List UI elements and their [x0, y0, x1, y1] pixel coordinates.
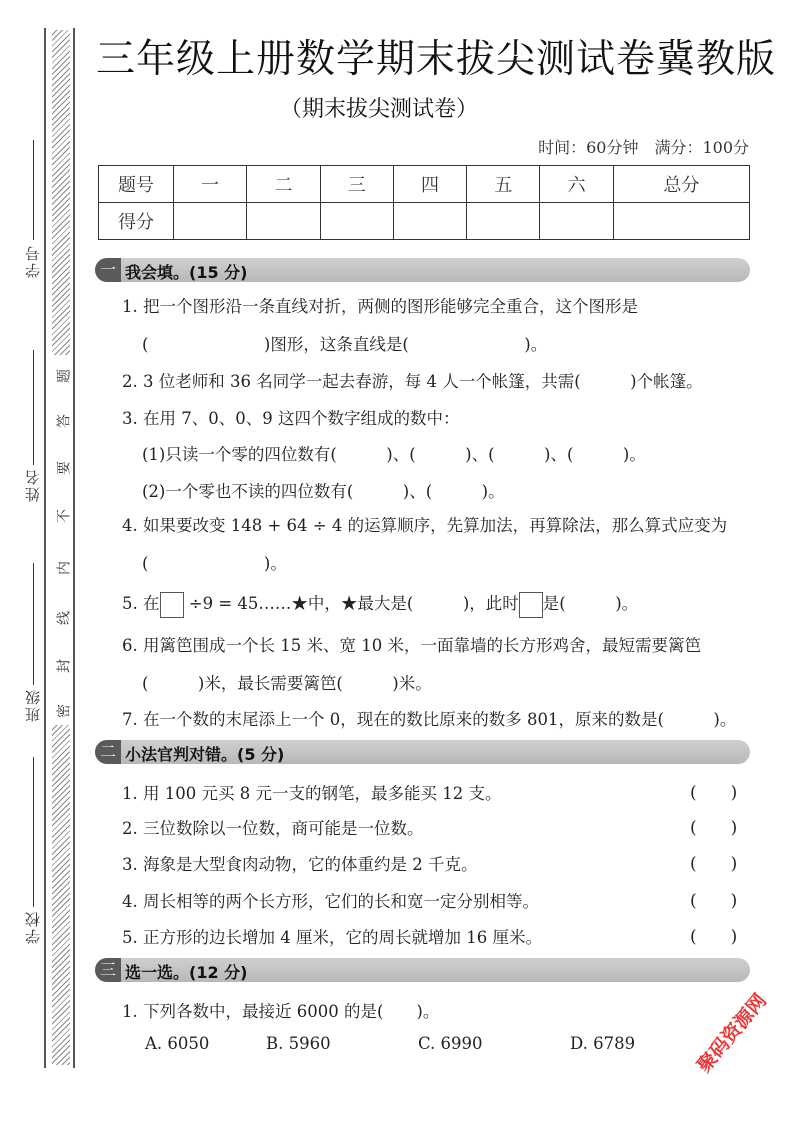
question-text: 6. 用篱笆围成一个长 15 米、宽 10 米，一面靠墙的长方形鸡舍，最短需要篱笆 — [122, 636, 701, 655]
question-text: 1. 把一个图形沿一条直线对折，两侧的图形能够完全重合，这个图形是 — [122, 297, 638, 316]
question-text: 3. 在用 7、0、0、9 这四个数字组成的数中： — [122, 409, 460, 428]
score-cell[interactable] — [174, 203, 247, 240]
question-5 — [122, 590, 638, 618]
answer-parentheses[interactable]: ( ) — [690, 818, 738, 838]
score-cell[interactable] — [467, 203, 540, 240]
score-row-label: 得分 — [99, 203, 174, 240]
score-table-header-row — [99, 166, 750, 203]
question-text: ÷9 = 45……★中，★最大是( )，此时 — [188, 594, 519, 613]
section-label: 我会填。(15 分) — [125, 263, 248, 282]
score-cell[interactable] — [613, 203, 749, 240]
score-header-cell: 四 — [393, 166, 466, 203]
question-text: ( )。 — [142, 554, 287, 573]
score-table — [98, 165, 750, 240]
question-text: (1)只读一个零的四位数有( )、( )、( )、( )。 — [142, 445, 646, 464]
question-text: 1. 用 100 元买 8 元一支的钢笔，最多能买 12 支。 — [122, 784, 502, 803]
option-d[interactable]: D. 6789 — [570, 1034, 636, 1053]
answer-box[interactable] — [160, 592, 184, 618]
name-line — [33, 350, 34, 465]
section-number: 三 — [95, 958, 121, 982]
score-header-cell: 五 — [467, 166, 540, 203]
question-text: 1. 下列各数中，最接近 6000 的是( )。 — [122, 1002, 440, 1021]
question-text: (2)一个零也不读的四位数有( )、( )。 — [142, 482, 505, 501]
class-line — [33, 563, 34, 685]
answer-parentheses[interactable]: ( ) — [690, 891, 738, 911]
section-header-3 — [95, 958, 750, 982]
question-text: 2. 三位数除以一位数，商可能是一位数。 — [122, 819, 424, 838]
section-label: 小法官判对错。(5 分) — [125, 745, 285, 764]
watermark: 聚码资源网 — [693, 989, 771, 1077]
question-text: 7. 在一个数的末尾添上一个 0，现在的数比原来的数多 801，原来的数是( )。 — [122, 710, 737, 729]
school-label: 学校 — [24, 910, 42, 944]
binding-margin — [0, 0, 95, 1122]
question-text: 3. 海象是大型食肉动物，它的体重约是 2 千克。 — [122, 855, 478, 874]
seal-char: 密 — [56, 704, 70, 720]
seal-char: 内 — [56, 561, 70, 577]
score-cell[interactable] — [247, 203, 320, 240]
seal-char: 不 — [56, 509, 70, 525]
question-text: 4. 如果要改变 148 + 64 ÷ 4 的运算顺序，先算加法，再算除法，那么算式应变为 — [122, 516, 728, 535]
option-b[interactable]: B. 5960 — [266, 1034, 331, 1053]
answer-parentheses[interactable]: ( ) — [690, 783, 738, 803]
margin-line-right — [73, 28, 75, 1068]
score-header-cell: 二 — [247, 166, 320, 203]
score-header-cell: 一 — [174, 166, 247, 203]
question-text: ( )图形，这条直线是( )。 — [142, 335, 548, 354]
school-line — [33, 757, 34, 907]
section-number: 一 — [95, 258, 121, 282]
answer-box[interactable] — [519, 592, 543, 618]
score-table-score-row — [99, 203, 750, 240]
option-c[interactable]: C. 6990 — [418, 1034, 483, 1053]
page-title: 三年级上册数学期末拔尖测试卷冀教版 — [96, 37, 777, 82]
student-id-label: 学号 — [24, 244, 42, 278]
margin-line-left — [44, 28, 46, 1068]
question-text: 是( )。 — [542, 594, 639, 613]
question-text: 5. 正方形的边长增加 4 厘米，它的周长就增加 16 厘米。 — [122, 928, 542, 947]
section-header-1 — [95, 258, 750, 282]
name-label: 姓名 — [24, 468, 42, 502]
class-label: 班级 — [24, 688, 42, 722]
hatch-top — [52, 30, 70, 355]
exam-meta: 时间：60分钟 满分：100分 — [538, 138, 749, 157]
score-header-cell: 三 — [320, 166, 393, 203]
hatch-bottom — [52, 725, 70, 1065]
seal-char: 题 — [56, 369, 70, 385]
page-subtitle: （期末拔尖测试卷） — [280, 97, 479, 122]
question-text: 4. 周长相等的两个长方形，它们的长和宽一定分别相等。 — [122, 892, 539, 911]
question-text: 5. 在 — [122, 594, 160, 613]
answer-parentheses[interactable]: ( ) — [690, 927, 738, 947]
seal-char: 要 — [56, 461, 70, 477]
score-cell[interactable] — [393, 203, 466, 240]
score-header-cell: 总分 — [613, 166, 749, 203]
question-text: 2. 3 位老师和 36 名同学一起去春游，每 4 人一个帐篷，共需( )个帐篷。 — [122, 372, 703, 391]
option-a[interactable]: A. 6050 — [145, 1034, 210, 1053]
seal-char: 答 — [56, 414, 70, 430]
score-header-cell: 六 — [540, 166, 613, 203]
section-label: 选一选。(12 分) — [125, 963, 248, 982]
score-header-cell: 题号 — [99, 166, 174, 203]
score-cell[interactable] — [320, 203, 393, 240]
question-text: ( )米，最长需要篱笆( )米。 — [142, 674, 432, 693]
section-number: 二 — [95, 740, 121, 764]
answer-parentheses[interactable]: ( ) — [690, 854, 738, 874]
section-header-2 — [95, 740, 750, 764]
seal-char: 封 — [56, 659, 70, 675]
student-id-line — [33, 140, 34, 240]
seal-char: 线 — [56, 611, 70, 627]
score-cell[interactable] — [540, 203, 613, 240]
